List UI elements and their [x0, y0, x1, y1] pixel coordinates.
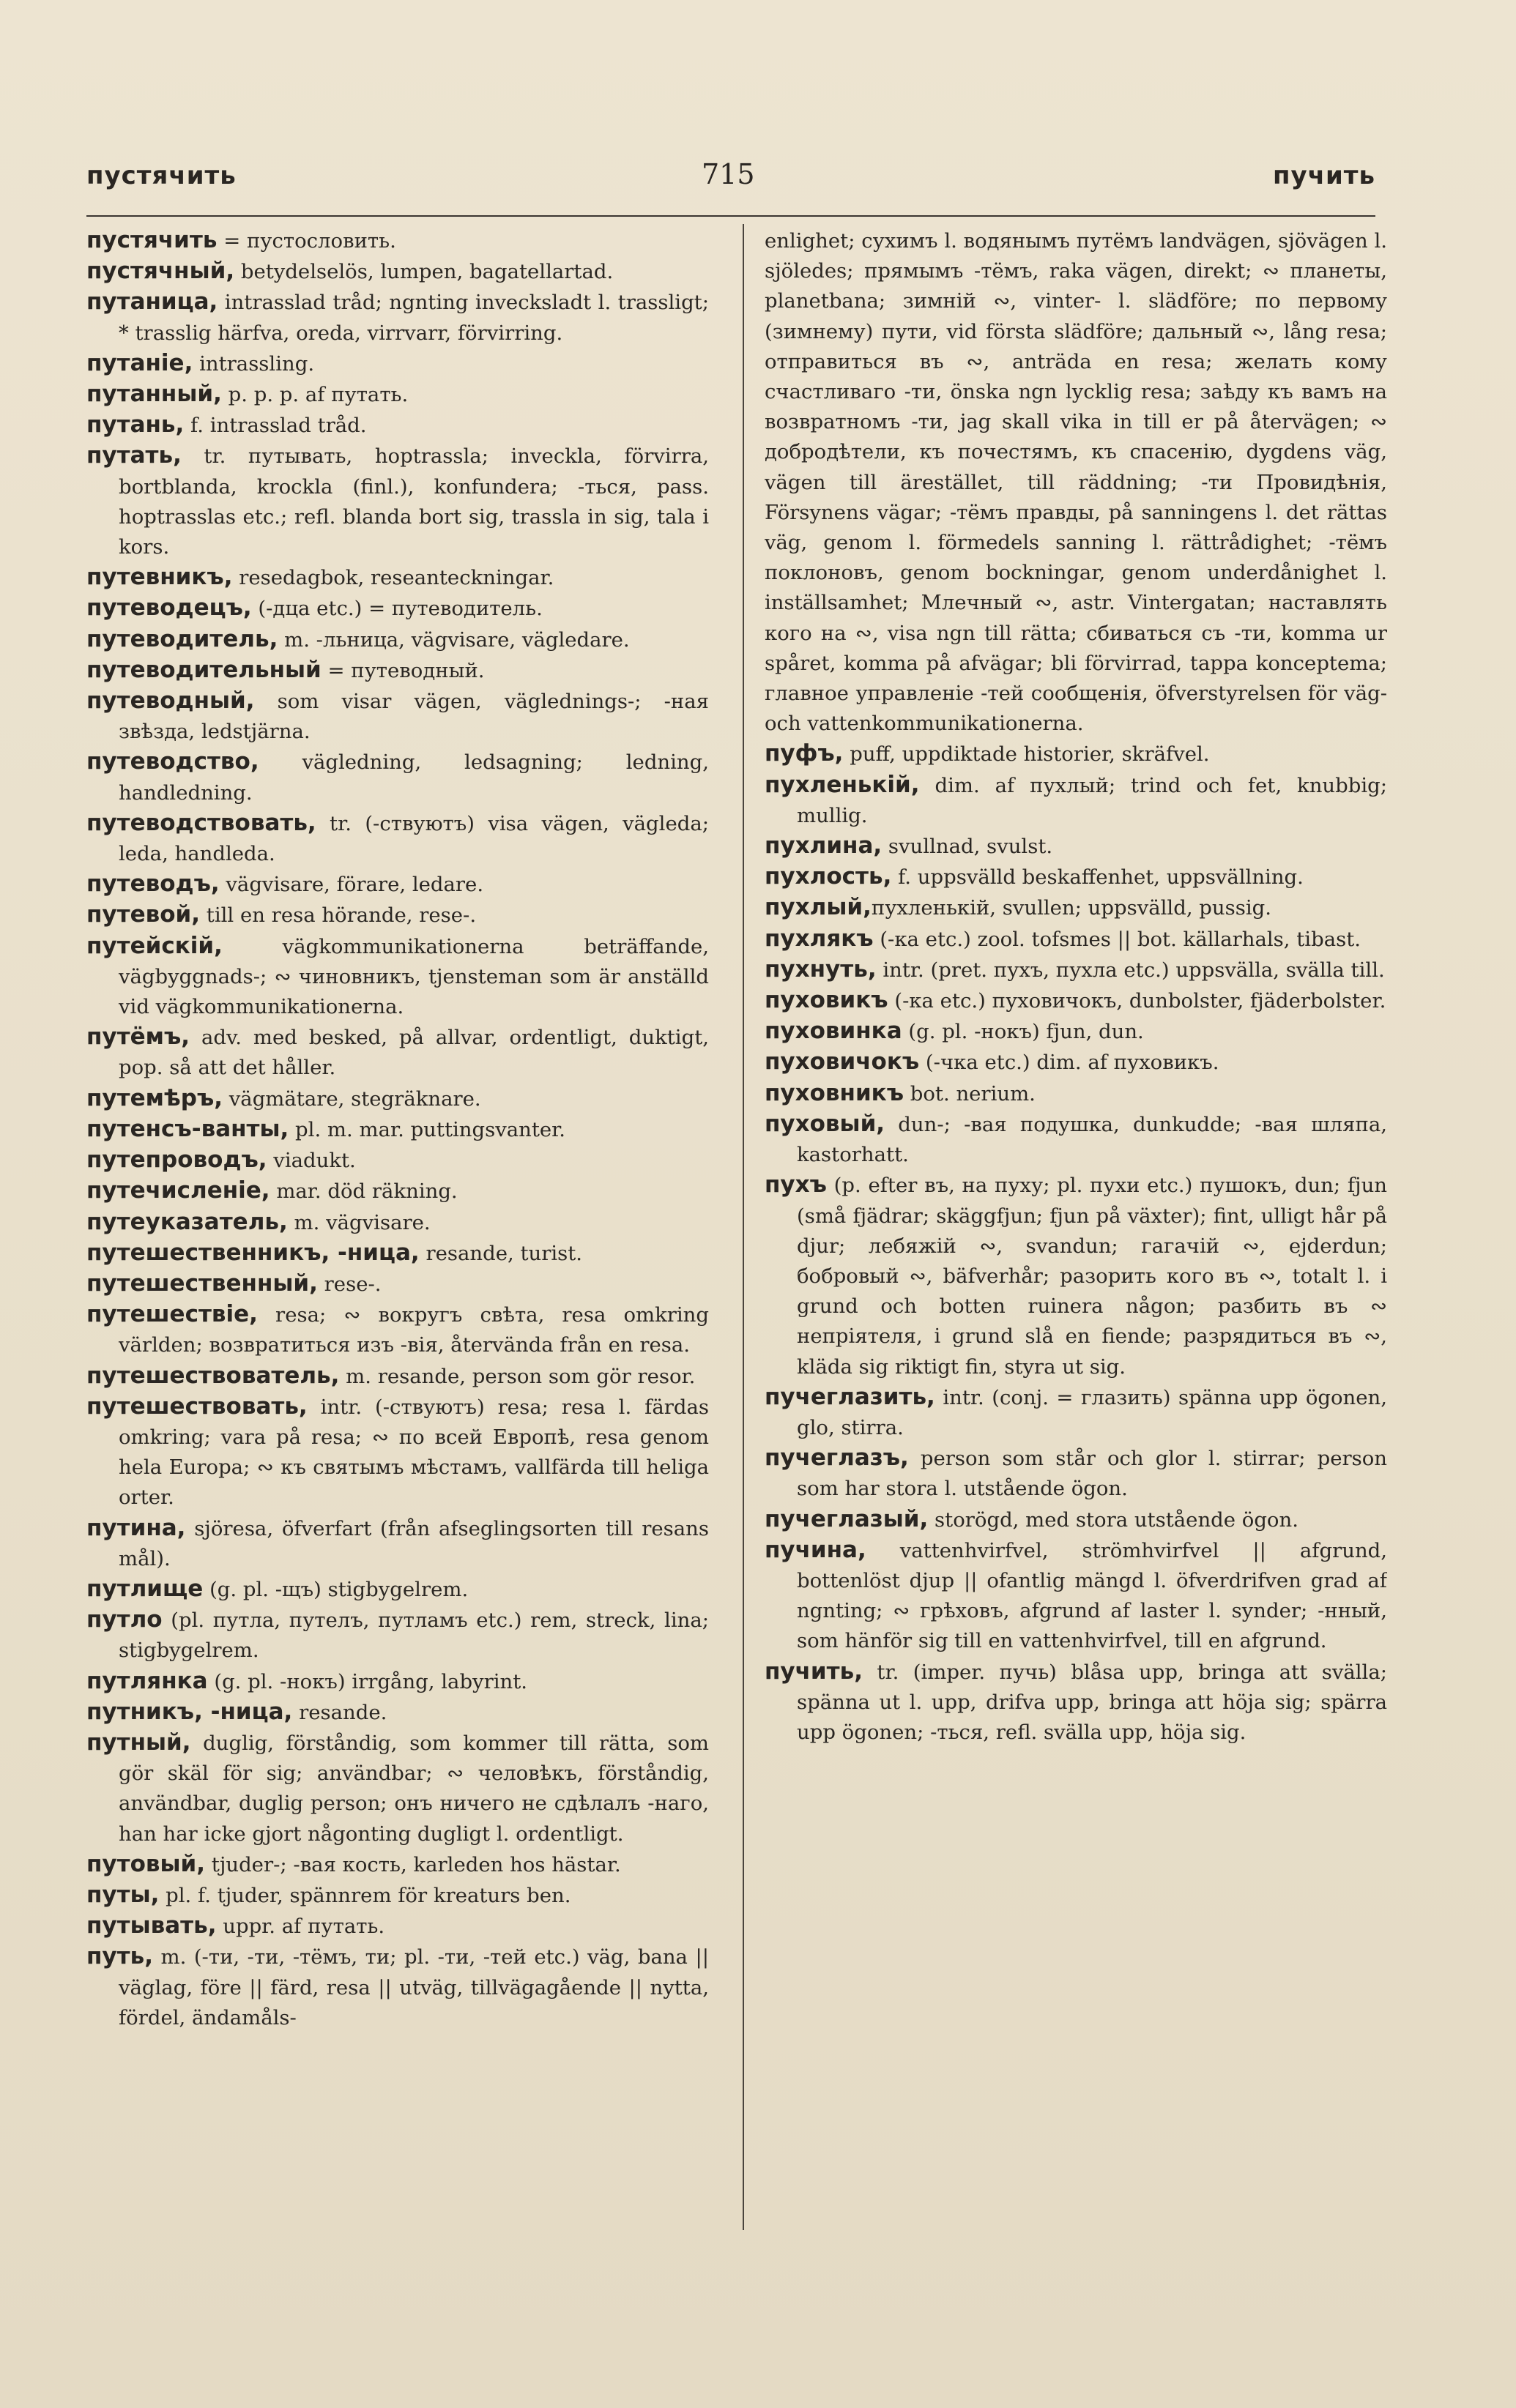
entry-headword: путанный,: [86, 381, 222, 408]
entry-headword: путеуказатель,: [86, 1208, 288, 1235]
dictionary-entry: [86, 869, 709, 900]
entry-headword: пухнуть,: [765, 955, 877, 983]
dictionary-entry: [765, 924, 1387, 955]
dictionary-entry: [86, 1361, 709, 1392]
entry-definition: rese-.: [317, 1272, 382, 1296]
right-column: [765, 225, 1387, 2246]
dictionary-entry: [86, 379, 709, 410]
entry-definition: (p. efter въ, на пуху; pl. пухи etc.) пушокъ, dun; fjun (små fjädrar; skäggfjun; fjun på växter); fint, ulligt hår på djur; лебяжій ∾, svandun; гагачій ∾, ejderdun; бобровый ∾, bäfverhår; разорить кого въ ∾, totalt l. i grund och botten ruinera någon; разбить въ ∾ непріятеля, i grund slå en fiende; разрядиться въ ∾, kläda sig riktigt fin, styra ut sig.: [797, 1174, 1387, 1379]
entry-definition: m. vägvisare.: [287, 1210, 431, 1234]
dictionary-entry: [765, 1109, 1387, 1170]
entry-definition: intr. (-ствуютъ) resa; resa l. färdas omkring; vara på resa; ∾ по всей Европѣ, resa genom hela Europa; ∾ къ святымъ мѣстамъ, vallfärda till heliga orter.: [119, 1395, 709, 1510]
entry-definition: = пустословить.: [217, 229, 396, 253]
dictionary-entry: [86, 1392, 709, 1513]
entry-headword: путеводство,: [86, 748, 259, 775]
entry-headword: пуховинка: [765, 1018, 902, 1045]
dictionary-entry: [765, 1535, 1387, 1657]
entry-definition: svullnad, svulst.: [882, 835, 1053, 859]
entry-headword: путевникъ,: [86, 564, 233, 591]
dictionary-entry: [86, 900, 709, 931]
entry-definition: betydelselös, lumpen, bagatellartad.: [234, 260, 614, 284]
entry-headword: путейскій,: [86, 932, 223, 959]
dictionary-entry: [86, 1238, 709, 1269]
entry-definition: tr. (imper. пучь) blåsa upp, bringa att svälla; spänna ut l. upp, drifva upp, bringa att höja sig; spärra upp ögonen; -ться, refl. svälla upp, höja sig.: [797, 1660, 1387, 1744]
entry-headword: пухлость,: [765, 863, 892, 890]
entry-headword: путлище: [86, 1575, 204, 1602]
entry-headword: путеводительный: [86, 656, 322, 683]
entry-headword: путечисленіе,: [86, 1177, 270, 1204]
entry-definition: m. (-ти, -ти, -тёмъ, ти; pl. -ти, -тей etc.) väg, bana || väglag, före || färd, resa || utväg, tillvägagående || nytta, fördel, ändamåls-: [119, 1945, 709, 2029]
entry-definition: m. resande, person som gör resor.: [339, 1364, 696, 1388]
entry-headword: пухлякъ: [765, 925, 874, 952]
dictionary-entry: [86, 225, 709, 256]
entry-definition: puff, uppdiktade historier, skräfvel.: [843, 742, 1210, 767]
entry-headword: путаница,: [86, 288, 218, 316]
entry-headword: путемѣръ,: [86, 1084, 223, 1111]
entry-headword: путешествователь,: [86, 1362, 340, 1389]
entry-definition: till en resa hörande, rese-.: [200, 903, 477, 928]
entry-definition: (g. pl. -нокъ) fjun, dun.: [902, 1020, 1144, 1044]
dictionary-entry: [765, 1047, 1387, 1078]
entry-definition: intr. (conj. = глазить) spänna upp ögonen, glo, stirra.: [797, 1385, 1387, 1439]
dictionary-entry: [86, 1145, 709, 1176]
entry-headword: путеводствовать,: [86, 809, 316, 836]
entry-headword: пучеглазъ,: [765, 1445, 909, 1472]
dictionary-entry: [86, 1084, 709, 1114]
entry-definition: (-ка etc.) zool. tofsmes || bot. källarhals, tibast.: [873, 927, 1361, 951]
dictionary-entry: [86, 1697, 709, 1728]
dictionary-entry: [86, 1942, 709, 2033]
dictionary-entry: [765, 892, 1387, 923]
entry-headword: пуфъ,: [765, 740, 844, 767]
entry-headword: пухлина,: [765, 832, 883, 860]
entry-headword: путло: [86, 1606, 163, 1633]
entry-definition: (pl. путла, путелъ, путламъ etc.) rem, streck, lina; stigbygelrem.: [119, 1609, 709, 1663]
entry-definition: vattenhvirfvel, strömhvirfvel || afgrund, bottenlöst djup || ofantlig mängd l. öfverdrifven grad af ngnting; ∾ грѣховъ, afgrund af laster l. synder; -нный, som hänför sig till en vattenhvirfvel, till en afgrund.: [797, 1538, 1387, 1653]
entry-headword: пуховичокъ: [765, 1048, 920, 1076]
entry-headword: пухленькій,: [765, 771, 920, 798]
entry-headword: путевой,: [86, 901, 201, 928]
entry-headword: путепроводъ,: [86, 1147, 267, 1174]
dictionary-entry: [86, 931, 709, 1023]
entry-headword: пухъ: [765, 1171, 827, 1199]
entry-definition: uppr. af путать.: [216, 1915, 385, 1939]
entry-definition: (g. pl. -нокъ) irrgång, labyrint.: [207, 1669, 528, 1693]
dictionary-entry: [765, 1443, 1387, 1504]
header-rule: [86, 215, 1375, 217]
column-divider: [743, 224, 744, 2230]
entry-definition: viadukt.: [267, 1149, 356, 1173]
entry-headword: путенсъ-ванты,: [86, 1115, 289, 1142]
entry-definition: tr. (-ствуютъ) visa vägen, vägleda; leda, handleda.: [119, 811, 709, 866]
entry-headword: путывать,: [86, 1912, 217, 1939]
entry-headword: пуховникъ: [765, 1079, 904, 1106]
entry-headword: пустячить: [86, 227, 218, 253]
dictionary-entry: [86, 1022, 709, 1083]
dictionary-entry: [765, 1170, 1387, 1382]
dictionary-entry: [86, 562, 709, 593]
entry-definition: person som står och glor l. stirrar; person som har stora l. utstående ögon.: [797, 1447, 1387, 1501]
page-number: 715: [702, 158, 755, 190]
entry-headword: пучеглазый,: [765, 1505, 929, 1532]
entry-headword: путешественникъ, -ница,: [86, 1239, 420, 1266]
entry-headword: путеводъ,: [86, 871, 220, 898]
dictionary-entry: [86, 1300, 709, 1360]
dictionary-entry: [86, 1911, 709, 1942]
dictionary-entry: [86, 1114, 709, 1145]
entry-definition: vägmätare, stegräknare.: [223, 1086, 481, 1111]
entry-definition: adv. med besked, på allvar, ordentligt, duktigt, pop. så att det håller.: [119, 1026, 709, 1080]
dictionary-entry: [86, 625, 709, 655]
page-header: [86, 154, 1375, 205]
dictionary-entry: [86, 747, 709, 808]
entry-headword: пучина,: [765, 1536, 866, 1563]
dictionary-entry: [86, 256, 709, 287]
entry-definition: pl. m. mar. puttingsvanter.: [289, 1117, 566, 1141]
entry-definition: vägkommunikationerna beträffande, vägbyggnads-; ∾ чиновникъ, tjensteman som är anställd vid vägkommunikationerna.: [119, 934, 709, 1019]
dictionary-entry: [86, 1666, 709, 1697]
dictionary-entry: [86, 1207, 709, 1238]
entry-definition: resande, turist.: [419, 1241, 583, 1265]
entry-definition: dim. af пухлый; trind och fet, knubbig; mullig.: [797, 773, 1387, 827]
dictionary-entry: [86, 287, 709, 348]
dictionary-entry: [765, 955, 1387, 985]
dictionary-entry: [765, 225, 1387, 739]
entry-definition: pl. f. tjuder, spännrem för kreaturs ben.: [159, 1883, 571, 1907]
entry-definition: tjuder-; -вая кость, karleden hos hästar.: [205, 1852, 621, 1876]
entry-headword: путникъ, -ница,: [86, 1698, 293, 1725]
entry-definition: dun-; -вая подушка, dunkudde; -вая шляпа, kastorhatt.: [797, 1112, 1387, 1167]
entry-definition: = путеводный.: [321, 658, 485, 682]
dictionary-entry: [86, 655, 709, 686]
dictionary-entry: [86, 1269, 709, 1300]
entry-headword: путань,: [86, 411, 185, 439]
entry-definition: resande.: [292, 1700, 387, 1724]
entry-definition: resedagbok, reseanteckningar.: [232, 566, 554, 590]
entry-headword: путешествовать,: [86, 1393, 308, 1420]
dictionary-entry: [86, 1728, 709, 1849]
header-left-word: пустячить: [86, 161, 237, 190]
entry-headword: путать,: [86, 442, 182, 469]
entry-headword: пуховый,: [765, 1110, 885, 1137]
dictionary-entry: [86, 1513, 709, 1574]
entry-definition: bot. nerium.: [904, 1081, 1036, 1106]
dictionary-entry: [86, 1880, 709, 1911]
dictionary-entry: [765, 1657, 1387, 1748]
dictionary-entry: [765, 1505, 1387, 1535]
entry-definition: mar. död räkning.: [270, 1179, 458, 1204]
entry-definition: m. -льница, vägvisare, vägledare.: [278, 627, 630, 652]
entry-headword: путеводитель,: [86, 625, 278, 652]
entry-definition: intr. (pret. пухъ, пухла etc.) uppsvälla, svälla till.: [876, 958, 1385, 982]
dictionary-entry: [86, 441, 709, 562]
entry-definition: tr. путывать, hoptrassla; inveckla, förvirra, bortblanda, krockla (finl.), konfundera; -ться, pass. hoptrasslas etc.; refl. blanda bort sig, trassla in sig, tala i kors.: [119, 444, 709, 559]
entry-headword: путлянка: [86, 1667, 208, 1694]
entry-headword: путаніе,: [86, 349, 193, 376]
entry-headword: путина,: [86, 1514, 186, 1541]
dictionary-entry: [765, 770, 1387, 831]
entry-headword: путь,: [86, 1943, 153, 1970]
entry-headword: путовый,: [86, 1850, 206, 1877]
entry-headword: путешествіе,: [86, 1301, 258, 1328]
entry-definition: storögd, med stora utstående ögon.: [928, 1507, 1298, 1532]
dictionary-entry: [765, 1016, 1387, 1047]
dictionary-entry: [86, 1849, 709, 1880]
entry-headword: пустячный,: [86, 258, 235, 285]
entry-headword: путешественный,: [86, 1270, 318, 1297]
entry-headword: путы,: [86, 1881, 160, 1908]
entry-definition: (-ка etc.) пуховичокъ, dunbolster, fjäderbolster.: [888, 989, 1386, 1013]
entry-definition: som visar vägen, väglednings-; -ная звѣзда, ledstjärna.: [119, 690, 709, 744]
dictionary-entry: [86, 1176, 709, 1207]
entry-headword: пуховикъ: [765, 987, 888, 1014]
entry-definition: sjöresa, öfverfart (från afseglingsorten till resans mål).: [119, 1516, 709, 1570]
entry-definition: vägledning, ledsagning; ledning, handledning.: [119, 750, 709, 805]
entry-definition: (-чка etc.) dim. af пуховикъ.: [919, 1051, 1219, 1075]
dictionary-entry: [86, 1574, 709, 1605]
entry-headword: пучеглазить,: [765, 1383, 935, 1410]
entry-definition: resa; ∾ вокругъ свѣта, resa omkring världen; возвратиться изъ -вія, återvända från en resa.: [119, 1303, 709, 1357]
dictionary-entry: [765, 831, 1387, 862]
entry-definition: intrasslad tråd; ngnting invecksladt l. trassligt; * trasslig härfva, oreda, virrvarr, förvirring.: [119, 291, 709, 345]
entry-definition: intrassling.: [193, 351, 315, 376]
header-right-word: пучить: [1272, 161, 1375, 190]
dictionary-entry: [86, 593, 709, 624]
dictionary-entry: [86, 808, 709, 869]
entry-definition: enlighet; сухимъ l. водянымъ путёмъ landvägen, sjövägen l. sjöledes; прямымъ -тёмъ, raka vägen, direkt; ∾ планеты, planetbana; зимній ∾, vinter- l. slädföre; по первому (зимнему) пути, vid första slädföre; дальный ∾, lång resa; отправиться въ ∾, anträda en resa; желать кому счастливаго -ти, önska ngn lycklig resa; заѣду къ вамъ на возвратномъ -ти, jag skall vika in till er på återvägen; ∾ добродѣтели, къ почестямъ, къ спасенію, dygdens väg, vägen till ärestället, till räddning; -ти Провидѣнія, Försynens vägar; -тёмъ правды, på sanningens l. det rättas väg, genom l. förmedels sanning l. rättrådighet; -тёмъ поклоновъ, genom bockningar, genom underdånighet l. inställsamhet; Млечный ∾, astr. Vintergatan; наставлять кого на ∾, visa ngn till rätta; сбиваться съ -ти, komma ur spåret, komma på afvägar; bli förvirrad, tappa konceptema; главное управленіе -тей сообщенія, öfverstyrelsen för väg- och vattenkommunikationerna.: [765, 229, 1387, 736]
entry-headword: пухлый,: [765, 894, 872, 921]
entry-headword: пучить,: [765, 1658, 863, 1685]
entry-definition: пухленькій, svullen; uppsvälld, pussig.: [871, 896, 1271, 920]
entry-definition: (g. pl. -щъ) stigbygelrem.: [203, 1577, 469, 1601]
entry-definition: f. uppsvälld beskaffenhet, uppsvällning.: [891, 865, 1304, 890]
dictionary-entry: [86, 348, 709, 379]
entry-definition: (-дца etc.) = путеводитель.: [251, 597, 543, 621]
entry-headword: путеводецъ,: [86, 594, 252, 622]
entry-headword: путный,: [86, 1729, 191, 1756]
dictionary-entry: [765, 1078, 1387, 1109]
entry-headword: путеводный,: [86, 687, 255, 715]
dictionary-entry: [86, 686, 709, 747]
entry-definition: p. p. p. af путать.: [221, 383, 409, 407]
dictionary-entry: [86, 410, 709, 441]
entry-headword: путёмъ,: [86, 1024, 190, 1051]
dictionary-entry: [765, 862, 1387, 892]
dictionary-entry: [765, 985, 1387, 1016]
entry-definition: f. intrasslad tråd.: [184, 414, 367, 438]
dictionary-entry: [86, 1605, 709, 1666]
dictionary-entry: [765, 739, 1387, 769]
entry-definition: duglig, förståndig, som kommer till rätta, som gör skäl för sig; användbar; ∾ человѣкъ, förståndig, användbar, duglig person; онъ ничего не сдѣлалъ -наго, han har icke gjort någonting dugligt l. ordentligt.: [119, 1731, 709, 1846]
left-column: [86, 225, 709, 2246]
dictionary-entry: [765, 1382, 1387, 1443]
entry-definition: vägvisare, förare, ledare.: [219, 873, 484, 897]
